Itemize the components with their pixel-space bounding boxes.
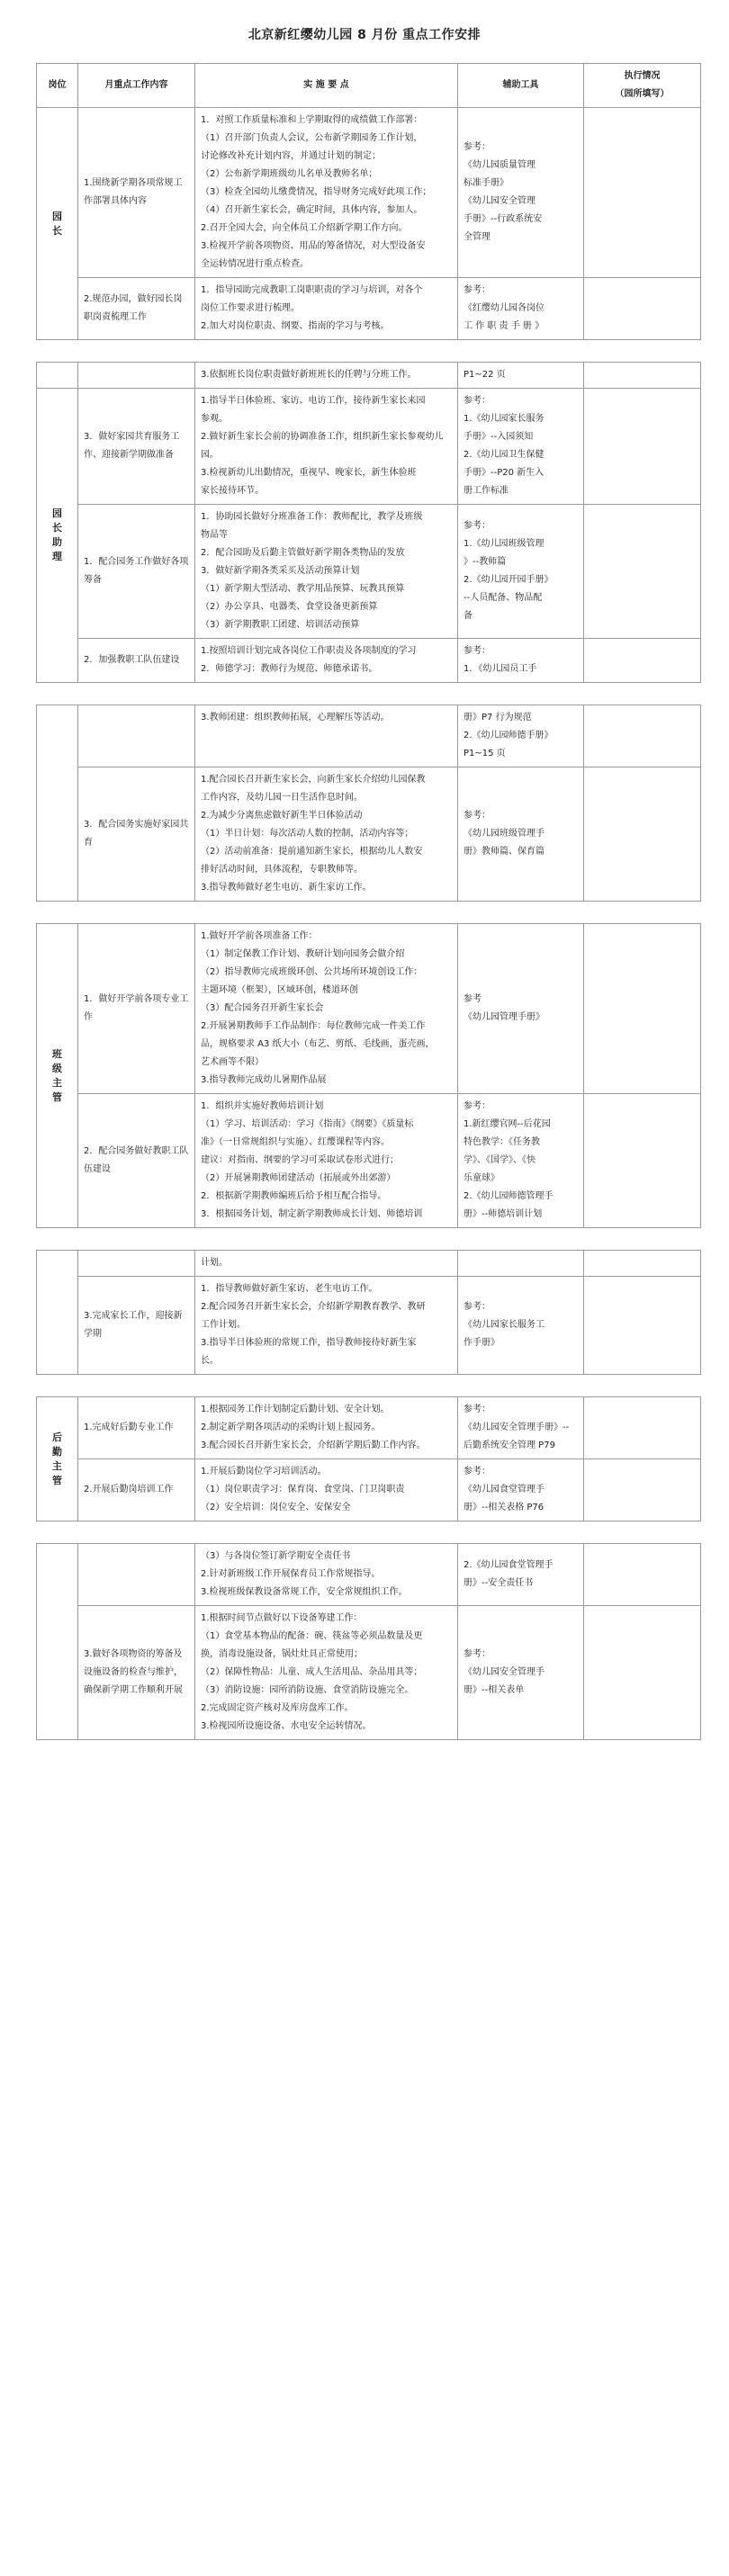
execution-cell (584, 1459, 701, 1521)
points-cell (195, 1606, 458, 1740)
tools-cell (458, 1459, 584, 1521)
cell-line: 1.配合园长召开新生家长会，向新生家长介绍幼儿园保教 (201, 775, 426, 785)
cell-line: 参考： (464, 646, 490, 656)
cell-line: 计划。 (201, 1258, 228, 1268)
table-row (37, 505, 701, 639)
points-cell (195, 108, 458, 278)
task-text: 3.完成家长工作，迎接新学期 (84, 1311, 183, 1339)
cell-line: 作手册》 (464, 1338, 500, 1348)
cell-line: 2．师德学习：教师行为规范、师德承诺书。 (201, 664, 378, 674)
position-char: 园 (52, 210, 62, 222)
position-char: 勤 (52, 1445, 62, 1458)
cell-line: 3.检视班级保教设备常规工作，安全常规组织工作。 (201, 1587, 408, 1597)
cell-line: 2.完成固定资产核对及库房盘库工作。 (201, 1703, 354, 1713)
cell-line: 册》--安全责任书 (464, 1578, 534, 1588)
cell-line: 《幼儿园安全管理 (464, 196, 536, 206)
execution-cell (584, 1277, 701, 1375)
cell-line: 学》、《国学》、《快 (464, 1155, 536, 1165)
cell-line: 册》--师德培训计划 (464, 1209, 543, 1219)
cell-line: --人员配备、物品配 (464, 593, 543, 603)
task-text: 3．配合园务实施好家园共育 (84, 820, 189, 848)
cell-line: 2.为减少分离焦虑做好新生半日体验活动 (201, 811, 363, 821)
table-row (37, 1094, 701, 1228)
tools-cell (458, 1606, 584, 1740)
cell-line: 主题环境（框架），区域环创，楼道环创 (201, 985, 358, 995)
cell-line: 1.新红缨官网--后花园 (464, 1119, 551, 1129)
cell-line: 1.《幼儿园家长服务 (464, 414, 544, 424)
cell-line: （2）指导教师完成班级环创、公共场所环境创设工作： (201, 967, 423, 977)
cell-line: 册》教师篇、保育篇 (464, 847, 544, 857)
execution-cell (584, 1544, 701, 1606)
cell-line: 1．指导教师做好新生家访、老生电访工作。 (201, 1284, 378, 1294)
tools-cell (458, 767, 584, 902)
execution-cell (584, 108, 701, 278)
cell-line: （4）召开新生家长会，确定时间，具体内容，参加人。 (201, 205, 423, 215)
cell-line: 3.检视园所设施设备、水电安全运转情况。 (201, 1721, 372, 1731)
task-cell (78, 389, 195, 505)
header-label: 辅助工具 (502, 80, 539, 90)
position-char: 主 (52, 1076, 62, 1089)
cell-line: 3.指导半日体验班的常规工作，指导教师接待好新生家 (201, 1338, 417, 1348)
tools-cell (458, 1397, 584, 1459)
execution-cell (584, 705, 701, 767)
position-cell (37, 1544, 78, 1740)
column-header (584, 64, 701, 108)
tools-cell (458, 363, 584, 389)
table-row (37, 767, 701, 902)
cell-line: 2.针对新班级工作开展保育员工作常规指导。 (201, 1569, 381, 1579)
position-char: 管 (52, 1474, 62, 1486)
cell-line: 参考： (464, 1101, 490, 1111)
table-segment (36, 63, 700, 340)
execution-cell (584, 363, 701, 389)
cell-line: 《幼儿园安全管理手册》-- (464, 1423, 570, 1432)
points-cell (195, 705, 458, 767)
cell-line: 《幼儿园家长服务工 (464, 1320, 544, 1330)
cell-line: 3.指导教师完成幼儿暑期作品展 (201, 1075, 327, 1085)
cell-line: 3.检视新幼儿出勤情况，重视早、晚家长，新生体验班 (201, 468, 417, 478)
cell-line: 园。 (201, 450, 219, 460)
cell-line: 1.做好开学前各项准备工作： (201, 931, 318, 941)
execution-cell (584, 767, 701, 902)
schedule-table-area (0, 63, 729, 1740)
table-row (37, 1397, 701, 1459)
cell-line: 1．协助园长做好分班准备工作：教师配比，教学及班级 (201, 512, 423, 522)
table-row (37, 1277, 701, 1375)
cell-line: （1）制定保教工作计划、教研计划向园务会做介绍 (201, 949, 405, 959)
position-char: 助 (52, 536, 62, 548)
position-char: 班 (52, 1047, 62, 1060)
cell-line: 2．根据新学期教师编班后给予相互配合指导。 (201, 1191, 387, 1201)
cell-line: 品，规格要求 A3 纸大小（布艺、剪纸、毛线画，蛋壳画， (201, 1039, 435, 1049)
cell-line: 参考： (464, 1649, 490, 1659)
document-title: 北京新红缨幼儿园 8 月份 重点工作安排 (248, 28, 482, 42)
cell-line: 3．做好新学期各类采买及活动预算计划 (201, 566, 360, 576)
cell-line: 参观。 (201, 414, 228, 424)
cell-line: 2.《幼儿园开园手册》 (464, 575, 554, 585)
cell-line: 工作内容，及幼儿园一日生活作息时间。 (201, 793, 363, 803)
cell-line: （1）半日计划：每次活动人数的控制，活动内容等； (201, 829, 414, 839)
schedule-table (36, 63, 701, 340)
position-char: 园 (52, 507, 62, 519)
cell-line: 1.《幼儿园班级管理 (464, 539, 544, 549)
cell-line: 全运转情况进行重点检查。 (201, 259, 309, 269)
task-cell (78, 1606, 195, 1740)
execution-cell (584, 278, 701, 340)
cell-line: 参考： (464, 1467, 490, 1476)
task-cell (78, 278, 195, 340)
schedule-table (36, 923, 701, 1228)
task-cell (78, 639, 195, 683)
cell-line: 《幼儿园食堂管理手 (464, 1485, 544, 1494)
table-row (37, 1606, 701, 1740)
schedule-table (36, 1396, 701, 1521)
points-cell (195, 278, 458, 340)
cell-line: 3.检视开学前各项物资、用品的筹备情况，对大型设备安 (201, 241, 426, 251)
execution-cell (584, 1397, 701, 1459)
cell-line: （1）新学期大型活动、教学用品预算、玩教具预算 (201, 584, 405, 594)
execution-cell (584, 924, 701, 1094)
table-row (37, 363, 701, 389)
tools-cell (458, 924, 584, 1094)
position-cell (37, 705, 78, 902)
schedule-table (36, 1543, 701, 1740)
schedule-table (36, 1250, 701, 1375)
cell-line: 参考： (464, 1405, 490, 1414)
cell-line: 册》--相关表单 (464, 1685, 525, 1695)
task-text: 3．做好家园共育服务工作、迎接新学期做准备 (84, 432, 180, 460)
cell-line: 2.开展暑期教师手工作品制作：每位教师完成一件美工作 (201, 1021, 426, 1031)
cell-line: 手册》--行政系统安 (464, 214, 543, 224)
task-cell (78, 363, 195, 389)
cell-line: 手册》--P20 新生入 (464, 468, 544, 478)
cell-line: （2）公布新学期班级幼儿名单及教师名单； (201, 169, 378, 179)
header-label: 岗位 (48, 80, 67, 90)
cell-line: 1．《幼儿园员工手 (464, 664, 537, 674)
position-cell (37, 924, 78, 1228)
cell-line: 2.加大对岗位职责、纲要、指南的学习与考核。 (201, 321, 390, 331)
task-cell (78, 1094, 195, 1228)
tools-cell (458, 1544, 584, 1606)
tools-cell (458, 705, 584, 767)
tools-cell (458, 1251, 584, 1277)
cell-line: 《红缨幼儿园各岗位 (464, 303, 544, 313)
cell-line: 参考： (464, 811, 490, 821)
position-char: 管 (52, 1091, 62, 1103)
points-cell (195, 363, 458, 389)
cell-line: P1~22 页 (464, 370, 506, 380)
tools-cell (458, 278, 584, 340)
task-cell (78, 924, 195, 1094)
cell-line: 2.做好新生家长会前的协调准备工作，组织新生家长参观幼儿 (201, 432, 444, 442)
table-segment (36, 1543, 700, 1740)
cell-line: （2）活动前准备：提前通知新生家长，根据幼儿人数安 (201, 847, 423, 857)
table-row (37, 924, 701, 1094)
table-row (37, 1459, 701, 1521)
tools-cell (458, 505, 584, 639)
table-row (37, 1544, 701, 1606)
cell-line: 2.《幼儿园卫生保健 (464, 450, 544, 460)
header-row (37, 64, 701, 108)
execution-cell (584, 1251, 701, 1277)
cell-line: 家长接待环节。 (201, 486, 264, 496)
position-cell (37, 108, 78, 340)
tools-cell (458, 1277, 584, 1375)
task-text: 2．配合园务做好教职工队伍建设 (84, 1146, 189, 1174)
cell-line: 全管理 (464, 232, 490, 242)
cell-line: （3）与各岗位签订新学期安全责任书 (201, 1551, 351, 1561)
cell-line: 讨论修改补充计划内容，并通过计划的制定； (201, 151, 381, 161)
tools-cell (458, 1094, 584, 1228)
cell-line: 参考： (464, 396, 490, 406)
position-char: 后 (52, 1431, 62, 1443)
points-cell (195, 1544, 458, 1606)
cell-line: 工作计划。 (201, 1320, 246, 1330)
execution-cell (584, 1606, 701, 1740)
table-row (37, 639, 701, 683)
tools-cell (458, 639, 584, 683)
points-cell (195, 1251, 458, 1277)
cell-line: 物品等 (201, 530, 228, 540)
table-row (37, 108, 701, 278)
position-cell (37, 363, 78, 389)
header-label: （园所填写） (615, 89, 670, 99)
cell-line: 《幼儿园安全管理手 (464, 1667, 544, 1677)
table-row (37, 705, 701, 767)
cell-line: 2.《幼儿园师德管理手 (464, 1191, 554, 1201)
cell-line: 1．指导园助完成教职工岗职职责的学习与培训，对各个 (201, 285, 423, 295)
cell-line: 2.召开全园大会，向全体员工介绍新学期工作方向。 (201, 223, 408, 233)
task-text: 1．做好开学前各项专业工作 (84, 994, 189, 1022)
header-label: 月重点工作内容 (104, 80, 168, 90)
cell-line: 参考： (464, 1302, 490, 1312)
position-char: 级 (52, 1062, 62, 1074)
execution-cell (584, 1094, 701, 1228)
cell-line: 1.根据时间节点做好以下设备筹建工作： (201, 1613, 363, 1623)
cell-line: 3.依据班长岗位职责做好新班班长的任聘与分班工作。 (201, 370, 417, 380)
table-row (37, 1251, 701, 1277)
task-cell (78, 1397, 195, 1459)
cell-line: 《幼儿园管理手册》 (464, 1012, 544, 1022)
column-header (458, 64, 584, 108)
cell-line: 册工作标准 (464, 486, 508, 496)
execution-cell (584, 389, 701, 505)
points-cell (195, 1397, 458, 1459)
cell-line: （2）安全培训：岗位安全、安保安全 (201, 1503, 351, 1512)
cell-line: 1.根据园务工作计划制定后勤计划、安全计划。 (201, 1405, 390, 1414)
cell-line: （3）消防设施：园所消防设施、食堂消防设施完全。 (201, 1685, 414, 1695)
cell-line: （2）开展暑期教师团建活动（拓展或外出郊游） (201, 1173, 396, 1183)
task-cell (78, 1251, 195, 1277)
task-cell (78, 505, 195, 639)
cell-line: 参考： (464, 285, 490, 295)
task-cell (78, 705, 195, 767)
points-cell (195, 1459, 458, 1521)
cell-line: 参考 (464, 994, 482, 1004)
tools-cell (458, 389, 584, 505)
cell-line: 《幼儿园质量管理 (464, 160, 536, 170)
cell-line: 》--教师篇 (464, 557, 507, 567)
task-text: 1.完成好后勤专业工作 (84, 1423, 174, 1432)
cell-line: 标准手册》 (464, 178, 508, 188)
cell-line: 艺术画等不限） (201, 1057, 264, 1067)
header-label: 执行情况 (624, 71, 661, 81)
cell-line: （3）配合园务召开新生家长会 (201, 1003, 324, 1013)
cell-line: （1）召开部门负责人会议，公布新学期园务工作计划， (201, 133, 423, 143)
cell-line: 岗位工作要求进行梳理。 (201, 303, 300, 313)
cell-line: 3.指导教师做好老生电访、新生家访工作。 (201, 883, 372, 893)
column-header (195, 64, 458, 108)
task-cell (78, 1459, 195, 1521)
cell-line: （1）岗位职责学习：保育岗、食堂岗、门卫岗职责 (201, 1485, 405, 1494)
execution-cell (584, 505, 701, 639)
task-text: 2.开展后勤岗培训工作 (84, 1485, 174, 1494)
cell-line: （2）办公享具、电器类、食堂设备更新预算 (201, 602, 378, 612)
cell-line: 换，消毒设施设备，锅灶灶具正常使用； (201, 1649, 363, 1659)
cell-line: 2.《幼儿园食堂管理手 (464, 1560, 554, 1570)
cell-line: 特色教学：《任务教 (464, 1137, 540, 1147)
cell-line: 手册》--入园须知 (464, 432, 534, 442)
points-cell (195, 1094, 458, 1228)
table-segment (36, 362, 700, 683)
cell-line: 3．根据园务计划，制定新学期教师成长计划、师德培训 (201, 1209, 423, 1219)
schedule-table (36, 705, 701, 902)
cell-line: 排好活动时间，具体流程，专职教师等。 (201, 865, 363, 875)
cell-line: 备 (464, 611, 472, 621)
cell-line: 参考： (464, 521, 490, 531)
header-label: 实 施 要 点 (303, 80, 349, 90)
cell-line: （1）学习、培训活动：学习《指南》《纲要》《质量标 (201, 1119, 414, 1129)
points-cell (195, 1277, 458, 1375)
cell-line: 参考： (464, 142, 490, 152)
cell-line: 准》（一日常规组织与实施）、红缨课程等内容。 (201, 1137, 390, 1147)
table-segment (36, 1396, 700, 1521)
cell-line: 《幼儿园班级管理手 (464, 829, 544, 839)
cell-line: 乐童球》 (464, 1173, 500, 1183)
task-text: 1.围绕新学期各项常规工作部署具体内容 (84, 178, 183, 206)
cell-line: 1．组织并实施好教师培训计划 (201, 1101, 324, 1111)
cell-line: 建议：对指南、纲要的学习可采取试卷形式进行； (201, 1155, 399, 1165)
cell-line: 2．配合园助及后勤主管做好新学期各类物品的发放 (201, 548, 405, 558)
column-header (37, 64, 78, 108)
table-row (37, 389, 701, 505)
cell-line: 长。 (201, 1356, 219, 1366)
cell-line: （1）食堂基本物品的配备：碗、筷盆等必须品数量及更 (201, 1631, 423, 1641)
position-char: 长 (52, 224, 62, 237)
task-text: 1．配合园务工作做好各项筹备 (84, 557, 189, 585)
column-header (78, 64, 195, 108)
cell-line: （3）新学期教职工团建、培训活动预算 (201, 620, 360, 630)
position-char: 长 (52, 522, 62, 534)
position-char: 理 (52, 551, 62, 562)
task-cell (78, 1277, 195, 1375)
position-char: 主 (52, 1459, 62, 1472)
schedule-table (36, 362, 701, 683)
task-text: 2.规范办园，做好园长岗职岗责梳理工作 (84, 294, 183, 322)
task-text: 2．加强教职工队伍建设 (84, 655, 180, 665)
cell-line: 2.配合园务召开新生家长会，介绍新学期教育教学、教研 (201, 1302, 426, 1312)
cell-line: 1.按照培训计划完成各岗位工作职责及各项制度的学习 (201, 646, 417, 656)
cell-line: （3）检查全园幼儿缴费情况，指导财务完成好此项工作； (201, 187, 432, 197)
cell-line: 后勤系统安全管理 P79 (464, 1441, 555, 1450)
cell-line: 工 作 职 责 手 册 》 (464, 321, 544, 331)
points-cell (195, 639, 458, 683)
cell-line: （2）保障性物品：儿童、成人生活用品、杂品用具等； (201, 1667, 423, 1677)
cell-line: 1.开展后勤岗位学习培训活动。 (201, 1467, 327, 1476)
cell-line: 3.教师团建：组织教师拓展，心理解压等活动。 (201, 713, 390, 723)
cell-line: P1~15 页 (464, 749, 506, 758)
task-cell (78, 1544, 195, 1606)
cell-line: 2.《幼儿园师德手册》 (464, 731, 554, 740)
cell-line: 册》P7 行为规范 (464, 713, 532, 723)
execution-cell (584, 639, 701, 683)
points-cell (195, 924, 458, 1094)
task-text: 3.做好各项物资的筹备及设施设备的检查与维护，确保新学期工作顺利开展 (84, 1649, 183, 1695)
tools-cell (458, 108, 584, 278)
points-cell (195, 505, 458, 639)
table-segment (36, 923, 700, 1228)
table-segment (36, 1250, 700, 1375)
table-row (37, 278, 701, 340)
points-cell (195, 389, 458, 505)
cell-line: 2.制定新学期各项活动的采购计划上报园务。 (201, 1423, 381, 1432)
cell-line: 册》--相关表格 P76 (464, 1503, 544, 1512)
cell-line: 1.指导半日体验班、家访、电访工作，接待新生家长来园 (201, 396, 426, 406)
position-cell (37, 389, 78, 683)
cell-line: 3.配合园长召开新生家长会，介绍新学期后勤工作内容。 (201, 1441, 426, 1450)
position-cell (37, 1251, 78, 1375)
table-segment (36, 705, 700, 902)
cell-line: 1．对照工作质量标准和上学期取得的成绩做工作部署： (201, 115, 423, 125)
points-cell (195, 767, 458, 902)
task-cell (78, 767, 195, 902)
task-cell (78, 108, 195, 278)
position-cell (37, 1397, 78, 1521)
